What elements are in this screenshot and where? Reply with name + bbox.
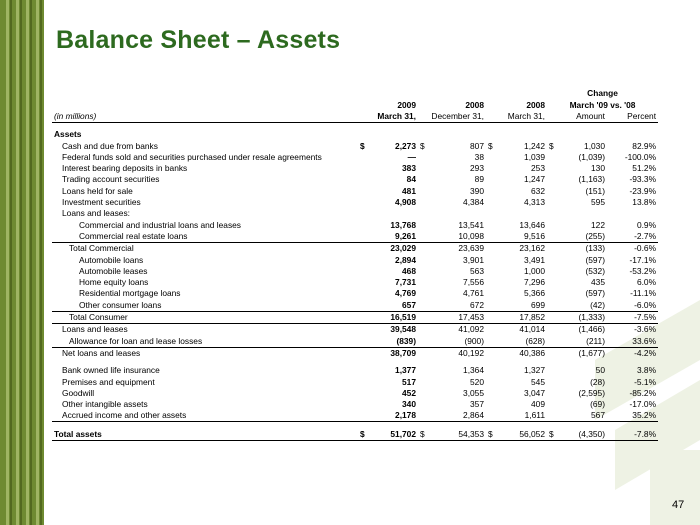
table-row: Commercial real estate loans 9,261 10,098 9,516 (255) -2.7% [79, 230, 657, 241]
table-row: Loans and leases: [62, 208, 130, 219]
slide-number: 47 [672, 499, 685, 511]
table-row: Interest bearing deposits in banks 383 293 253 130 51.2% [62, 163, 657, 174]
subtotal-row: Total Commercial 23,029 23,639 23,162 (133) -0.6% [52, 242, 658, 254]
table-row: Premises and equipment 517 520 545 (28) -5.1% [62, 376, 657, 387]
subtotal-row: Net loans and leases 38,709 40,192 40,386 (1,677) -4.2% [52, 347, 658, 359]
year-2008-dec: 2008 [465, 99, 484, 110]
subtotal-row: Total Consumer 16,519 17,453 17,852 (1,333) -7.5% [52, 311, 658, 323]
units-label: (in millions) [52, 111, 358, 123]
col-percent: Percent [607, 111, 658, 123]
header-year-row [52, 99, 658, 110]
table-row: Other intangible assets 340 357 409 (69) -17.0% [62, 399, 657, 410]
total-row: Total assets $ 51,702 $ 54,353 $ 56,052 $ (4,350) -7.8% [54, 428, 657, 439]
table-row: Commercial and industrial loans and leases 13,768 13,541 13,646 122 0.9% [79, 219, 657, 230]
table-row: Residential mortgage loans 4,769 4,761 5,366 (597) -11.1% [79, 288, 657, 299]
table-row: Federal funds sold and securities purchased under resale agreements — 38 1,039 (1,039) -100.0% [62, 151, 657, 162]
table-row: Automobile leases 468 563 1,000 (532) -53.2% [79, 265, 657, 276]
table-row: Accrued income and other assets 2,178 2,864 1,611 567 35.2% [52, 410, 658, 422]
change-header: Change [587, 88, 618, 99]
section-assets: Assets [54, 129, 82, 140]
table-row: Cash and due from banks $ 2,273 $ 807 $ 1,242 $ 1,030 82.9% [62, 140, 657, 151]
change-subheader: March '09 vs. '08 [569, 99, 636, 110]
year-2008-mar: 2008 [526, 99, 545, 110]
decorative-sidebar [0, 0, 44, 525]
col-march31-2009: March 31, [368, 111, 418, 123]
table-row: Trading account securities 84 89 1,247 (1,163) -93.3% [62, 174, 657, 185]
table-row: Loans held for sale 481 390 632 (151) -23.9% [62, 185, 657, 196]
table-row: Goodwill 452 3,055 3,047 (2,595) -85.2% [62, 387, 657, 398]
header-date-row [52, 111, 658, 123]
col-march31-2008: March 31, [496, 111, 547, 123]
balance-sheet-table [52, 88, 658, 441]
page-title: Balance Sheet – Assets [56, 26, 341, 54]
col-dec31-2008: December 31, [428, 111, 486, 123]
col-amount: Amount [561, 111, 607, 123]
table-row: Home equity loans 7,731 7,556 7,296 435 6.0% [79, 277, 657, 288]
year-2009: 2009 [397, 99, 416, 110]
table-row: Bank owned life insurance 1,377 1,364 1,327 50 3.8% [62, 365, 657, 376]
subtotal-row: Loans and leases 39,548 41,092 41,014 (1,466) -3.6% [52, 323, 658, 335]
table-row: Automobile loans 2,894 3,901 3,491 (597) -17.1% [79, 254, 657, 265]
table-row: Allowance for loan and lease losses (839) (900) (628) (211) 33.6% [69, 335, 657, 346]
table-row: Other consumer loans 657 672 699 (42) -6.0% [79, 299, 657, 310]
header-change-row [52, 88, 658, 99]
table-row: Investment securities 4,908 4,384 4,313 595 13.8% [62, 197, 657, 208]
